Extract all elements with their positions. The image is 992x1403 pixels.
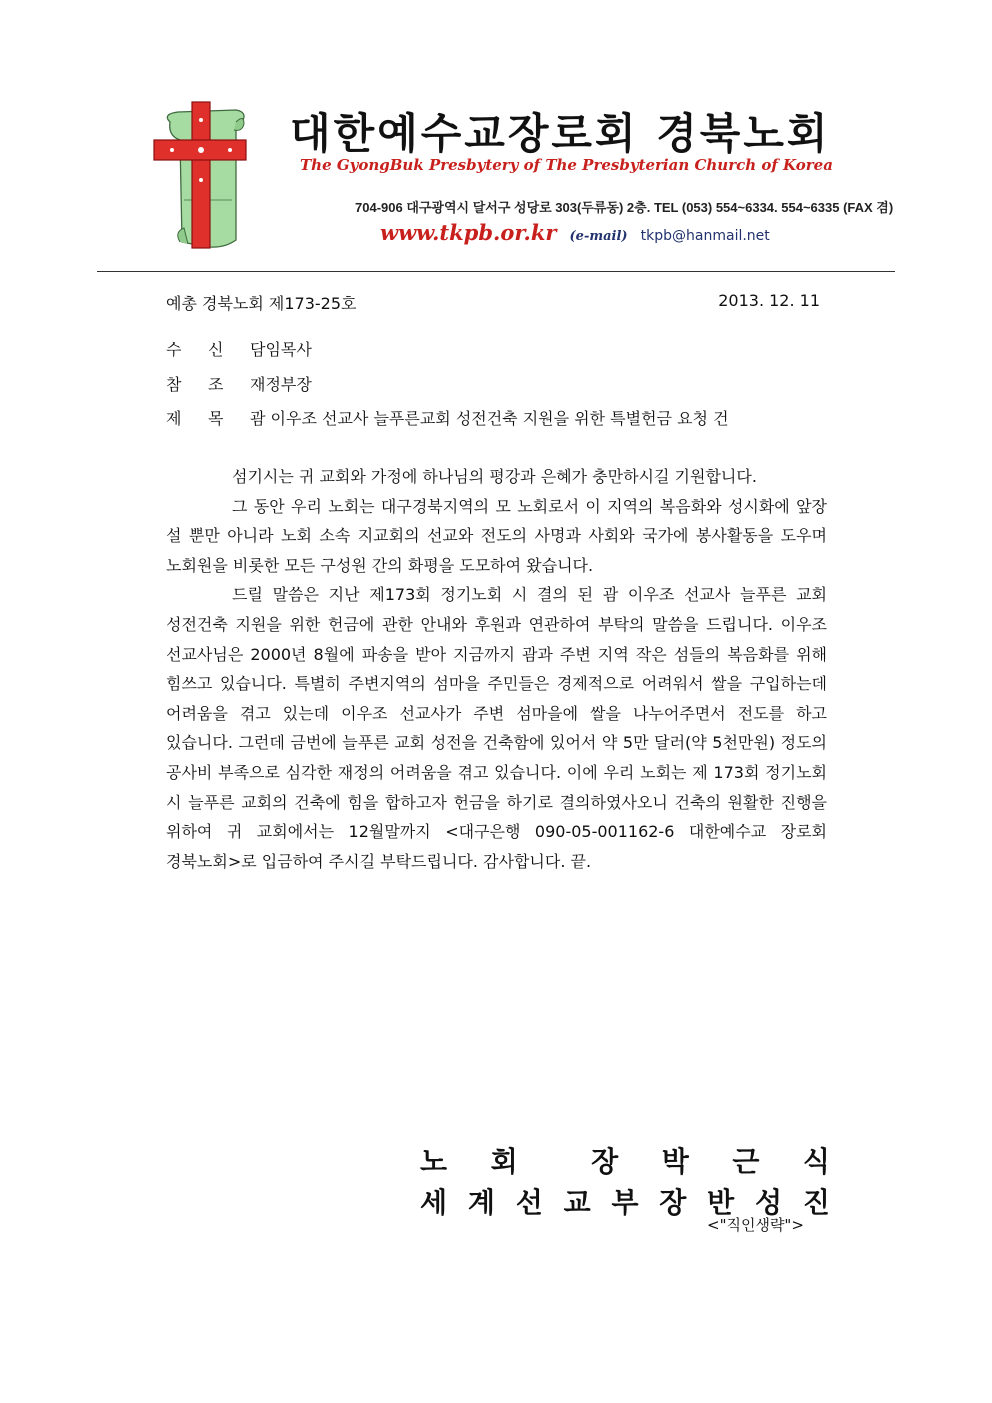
contact-line: [380, 220, 770, 245]
body-paragraph-greeting: 섬기시는 귀 교회와 가정에 하나님의 평강과 은혜가 충만하시길 기원합니다.: [232, 467, 757, 486]
document-date: 2013. 12. 11: [718, 291, 820, 310]
subject-value: 괌 이우조 선교사 늘푸른교회 성전건축 지원을 위한 특별헌금 요청 건: [250, 409, 729, 428]
letter-body: [166, 462, 827, 876]
recipient-value: 담임목사: [250, 340, 312, 359]
subject-label: 제 목: [166, 409, 224, 428]
seal-omitted-note: <"직인생략">: [707, 1216, 804, 1234]
reference-field: [166, 372, 312, 395]
signature-moderator: 노 회 장 박 근 식: [420, 1145, 830, 1178]
presbytery-logo: [152, 100, 252, 250]
signature-mission-director: 세 계 선 교 부 장 반 성 진: [420, 1186, 830, 1219]
recipient-field: [166, 337, 312, 360]
recipient-label: 수 신: [166, 340, 224, 359]
org-name-english: The GyongBuk Presbytery of The Presbyterian Church of Korea: [300, 156, 833, 174]
body-paragraph-request: 드릴 말씀은 지난 제173회 정기노회 시 결의 된 괌 이우조 선교사 늘푸른 교회 성전건축 지원을 위한 헌금에 관한 안내와 후원과 연관하여 부탁의 말씀을 드립니다. 이우조 선교사님은 2000년 8월에 파송을 받아 지금까지 괌과 주변 지역 작은 섬들의 복음화를 위해 힘쓰고 있습니다. 특별히 주변지역의 섬마을 주민들은 경제적으로 어려워서 쌀을 구입하는데 어려움을 겪고 있는데 이우조 선교사가 주변 섬마을에 쌀을 나누어주면서 전도를 하고 있습니다. 그런데 금번에 늘푸른 교회 성전을 건축함에 있어서 약 5만 달러(약 5천만원) 정도의 공사비 부족으로 심각한 재정의 어려움을 겪고 있습니다. 이에 우리 노회는 제 173회 정기노회 시 늘푸른 교회의 건축에 힘을 합하고자 헌금을 하기로 결의하였사오니 건축의 원활한 진행을 위하여 귀 교회에서는 12월말까지 <대구은행 090-05-001162-6 대한예수교 장로회 경북노회>로 입금하여 주시길 부탁드립니다. 감사합니다. 끝.: [166, 585, 827, 871]
reference-label: 참 조: [166, 375, 224, 394]
email-label: (e-mail): [569, 229, 628, 244]
document-number: 예총 경북노회 제173-25호: [166, 294, 357, 313]
email-link[interactable]: tkpb@hanmail.net: [640, 228, 770, 244]
org-address: 704-906 대구광역시 달서구 성당로 303(두류동) 2층. TEL (053) 554~6334. 554~6335 (FAX 겸): [355, 200, 894, 215]
subject-field: [166, 406, 729, 429]
website-link[interactable]: www.tkpb.or.kr: [380, 220, 557, 245]
org-name: 대한예수교장로회 경북노회: [290, 109, 831, 158]
reference-value: 재정부장: [250, 375, 312, 394]
body-paragraph-intro: 그 동안 우리 노회는 대구경북지역의 모 노회로서 이 지역의 복음화와 성시화에 앞장 설 뿐만 아니라 노회 소속 지교회의 선교와 전도의 사명과 사회와 국가에 봉사활동을 도우며 노회원을 비롯한 모든 구성원 간의 화평을 도모하여 왔습니다.: [166, 496, 827, 575]
header-divider: [97, 271, 895, 272]
